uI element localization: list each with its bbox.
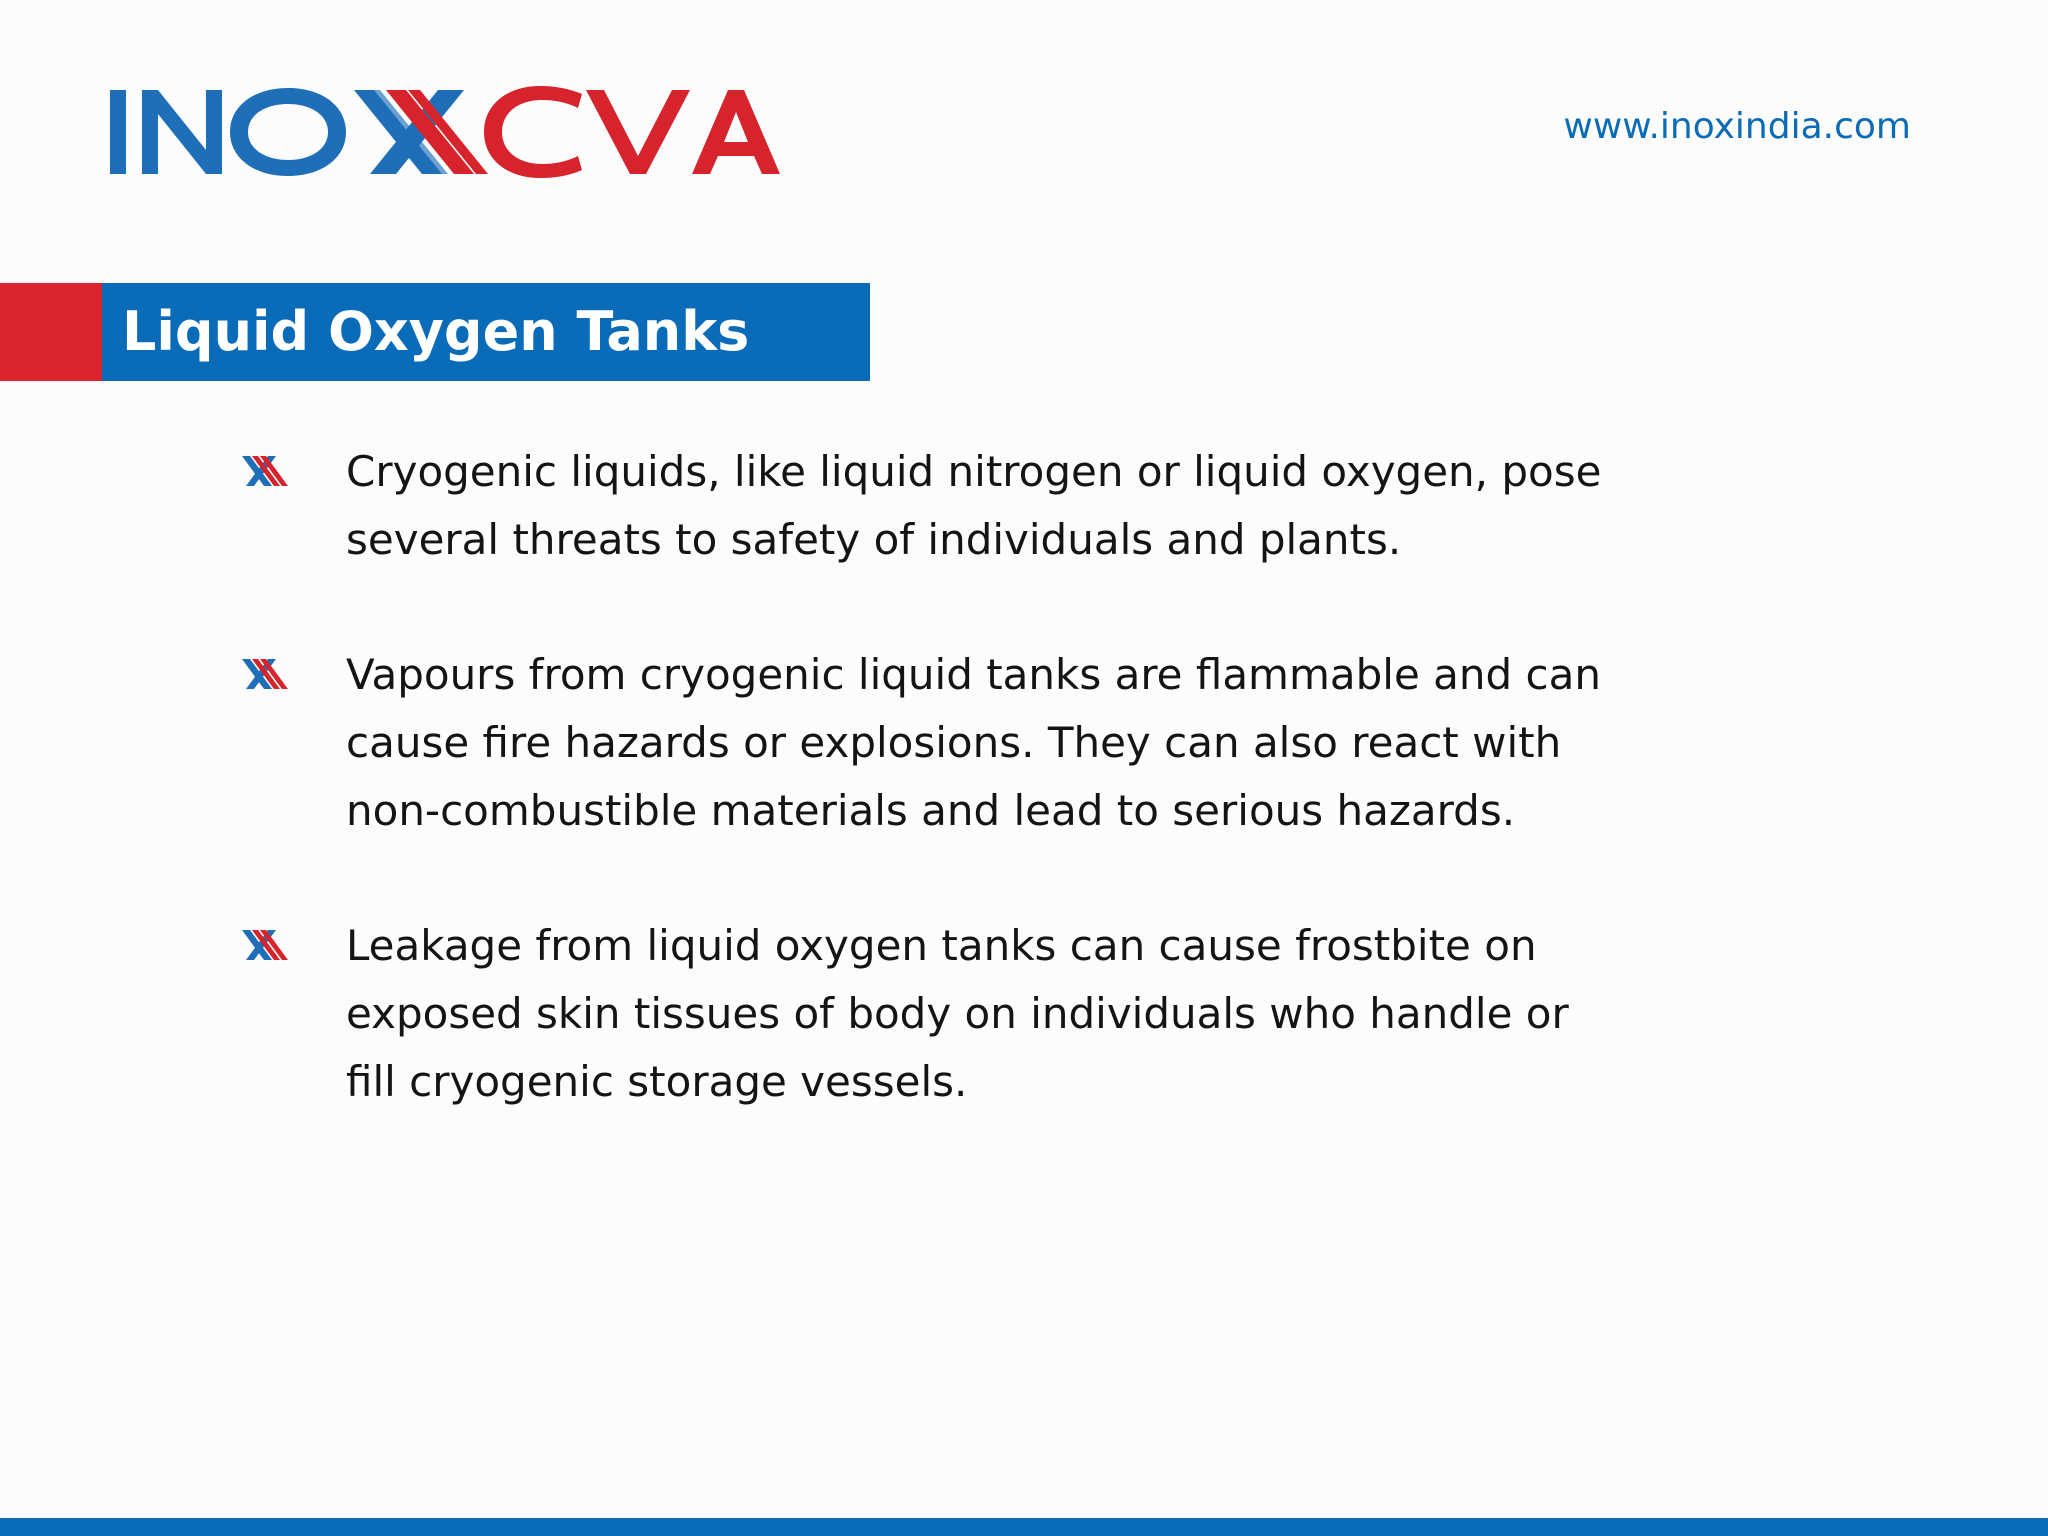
bullet-text: Leakage from liquid oxygen tanks can cause frostbite on exposed skin tissues of body on individuals who handle or fill cryogenic storage vessels. bbox=[346, 921, 1569, 1106]
footer-bar bbox=[0, 1518, 2048, 1536]
inox-x-bullet-icon bbox=[242, 659, 288, 689]
bullet-text: Vapours from cryogenic liquid tanks are flammable and can cause fire hazards or explosions. They can also react with non-combustible materials and lead to serious hazards. bbox=[346, 650, 1601, 835]
title-accent-block bbox=[0, 283, 102, 381]
inox-x-bullet-icon bbox=[242, 930, 288, 960]
list-item bbox=[242, 641, 1642, 845]
page-title: Liquid Oxygen Tanks bbox=[122, 300, 750, 363]
website-url[interactable]: www.inoxindia.com bbox=[1563, 106, 1911, 147]
bullet-list bbox=[242, 438, 1642, 1183]
inox-x-bullet-icon bbox=[242, 456, 288, 486]
list-item bbox=[242, 438, 1642, 574]
inoxcva-logo bbox=[108, 86, 780, 178]
bullet-text: Cryogenic liquids, like liquid nitrogen or liquid oxygen, pose several threats to safety of individuals and plants. bbox=[346, 447, 1602, 564]
title-bar bbox=[102, 283, 870, 381]
list-item bbox=[242, 912, 1642, 1116]
